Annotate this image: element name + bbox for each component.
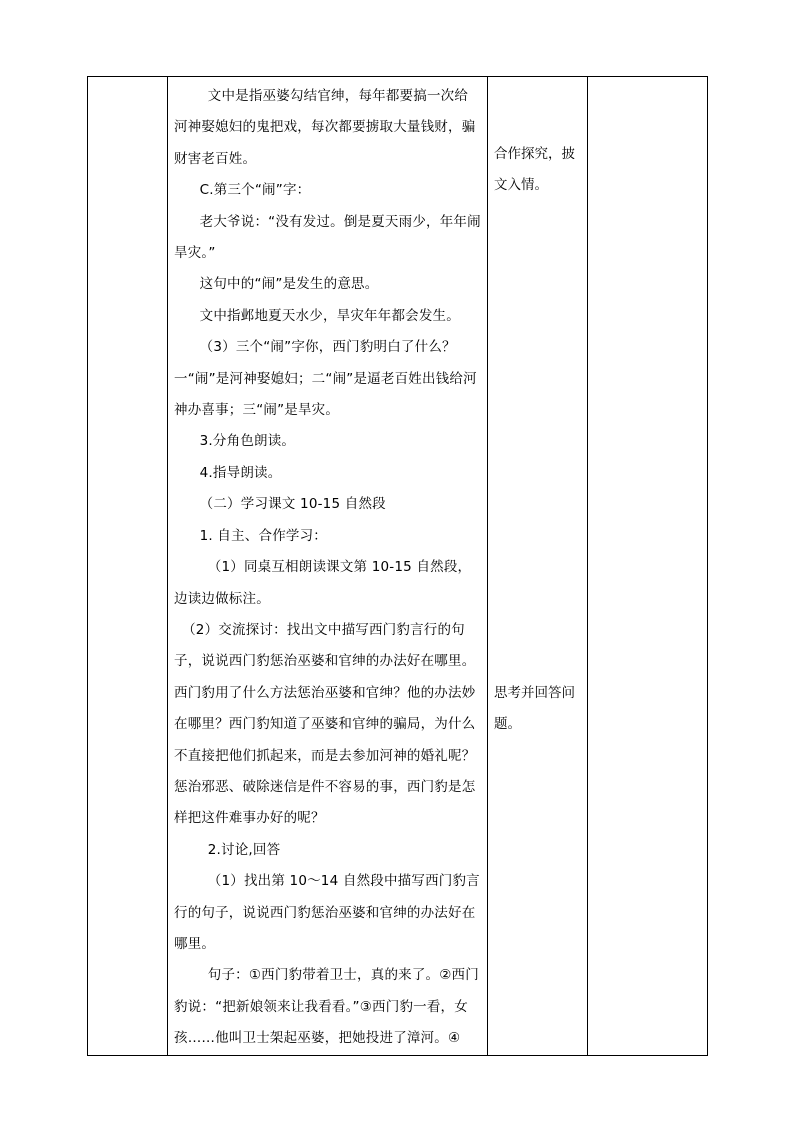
- paragraph: （2）交流探讨：找出文中描写西门豹言行的句子，说说西门豹惩治巫婆和官绅的办法好在哪里。西门豹用了什么方法惩治巫婆和官绅？他的办法妙在哪里？西门豹知道了巫婆和官绅的骗局，为什么不直接把他们抓起来，而是去参加河神的婚礼呢？惩治邪恶、破除迷信是件不容易的事，西门豹是怎样把这件难事办好的呢？: [174, 621, 476, 827]
- paragraph: （1）找出第 10～14 自然段中描写西门豹言行的句子，说说西门豹惩治巫婆和官绅的办法好在哪里。: [174, 873, 480, 952]
- paragraph: （二）学习课文 10-15 自然段: [199, 496, 386, 513]
- teaching-content-cell: [168, 77, 488, 1056]
- lesson-plan-table: [87, 76, 708, 1056]
- paragraph: 文中指邺地夏天水少，旱灾年年都会发生。: [199, 307, 460, 324]
- paragraph: 1. 自主、合作学习：: [199, 527, 328, 544]
- teaching-content: [168, 77, 487, 1055]
- student-activity-2: 思考并回答问题。: [494, 684, 575, 733]
- paragraph: 这句中的“闹”是发生的意思。: [199, 276, 379, 293]
- student-activity-cell: [488, 77, 588, 1056]
- table-row: [88, 77, 708, 1056]
- notes-cell: [588, 77, 708, 1056]
- paragraph: 文中是指巫婆勾结官绅，每年都要搞一次给河神娶媳妇的鬼把戏，每次都要掳取大量钱财，骗财害老百姓。: [174, 88, 476, 167]
- paragraph: （3）三个“闹”字你，西门豹明白了什么？: [199, 339, 456, 356]
- paragraph: 一“闹”是河神娶媳妇；二“闹”是逼老百姓出钱给河神办喜事；三“闹”是旱灾。: [174, 370, 477, 419]
- student-activity-1: 合作探究，披文入情。: [494, 146, 575, 194]
- paragraph: 3.分角色朗读。: [199, 433, 296, 450]
- paragraph: 句子：①西门豹带着卫士，真的来了。②西门豹说：“把新娘领来让我看看。”③西门豹一看，女孩……他叫卫士架起巫婆，把她投进了漳河。④: [174, 967, 479, 1047]
- paragraph: 4.指导朗读。: [199, 464, 282, 481]
- section-cell: [88, 77, 168, 1056]
- paragraph: （1）同桌互相朗读课文第 10-15 自然段，边读边做标注。: [174, 559, 472, 607]
- paragraph: 2.讨论,回答: [207, 841, 281, 858]
- paragraph: 老大爷说：“没有发过。倒是夏天雨少，年年闹旱灾。”: [174, 213, 481, 262]
- paragraph: C.第三个“闹”字：: [199, 182, 311, 199]
